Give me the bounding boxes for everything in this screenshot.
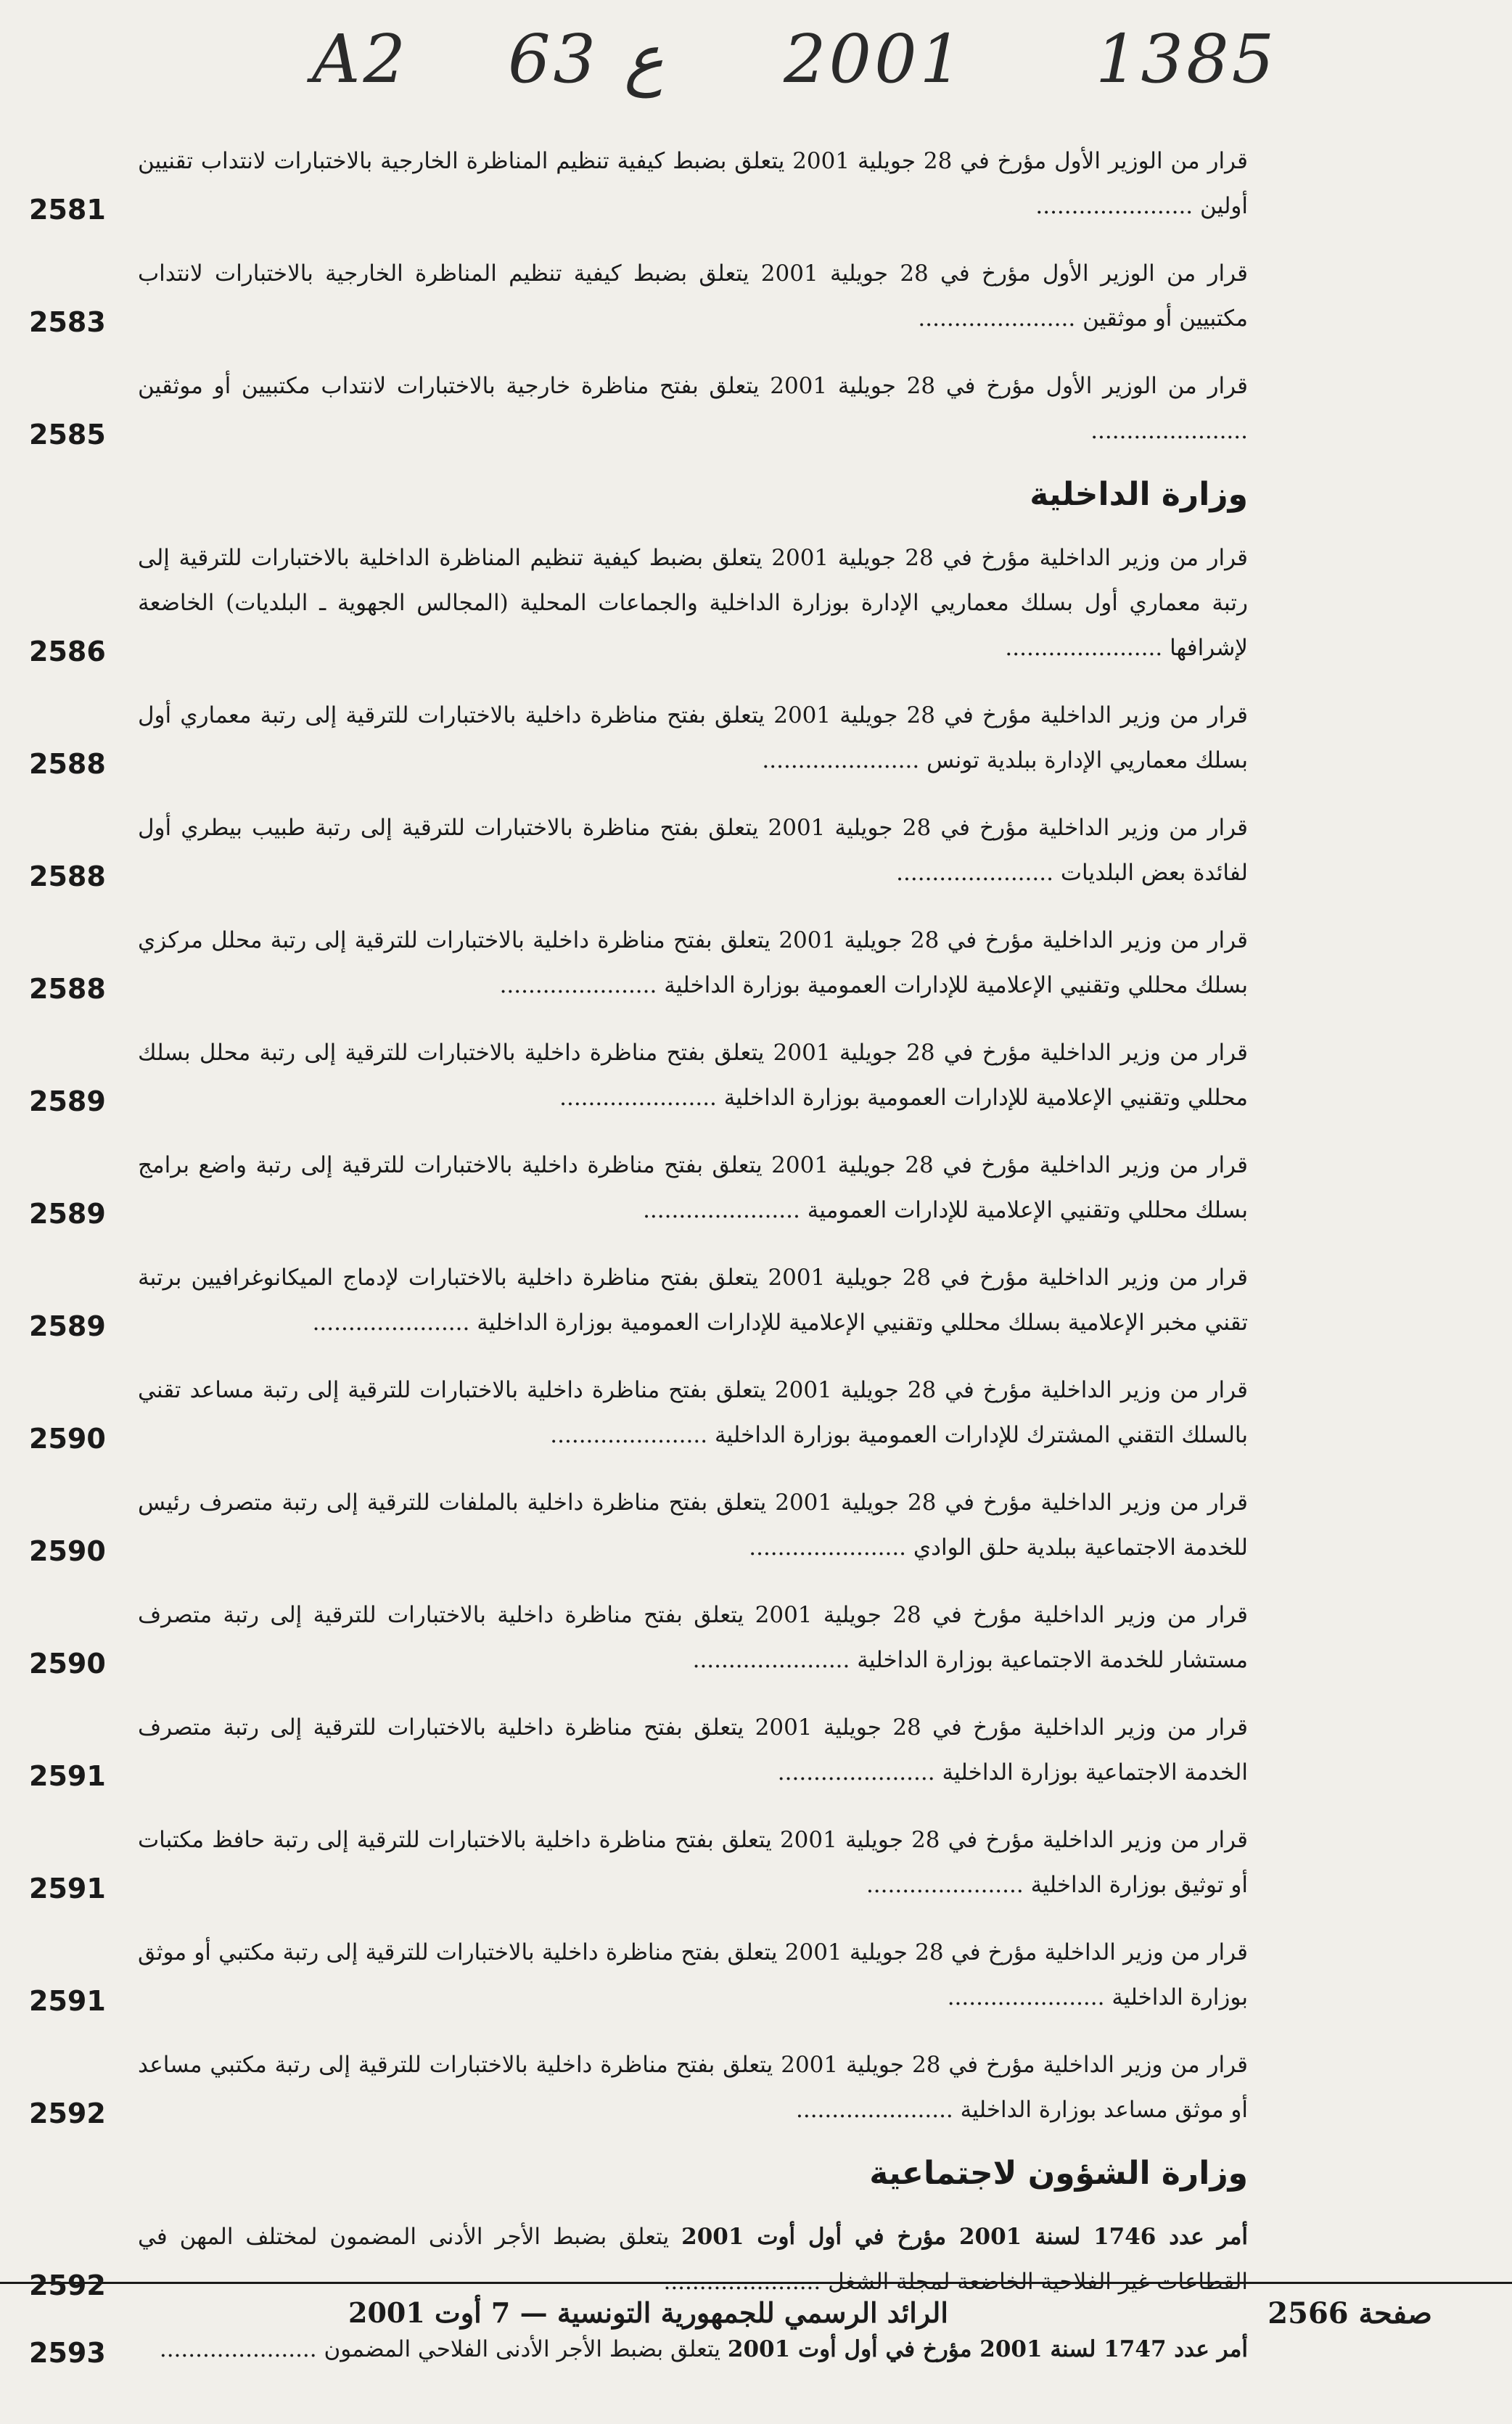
leader-dots: ...................... xyxy=(559,1085,724,1111)
toc-entry-page-number: 2588 xyxy=(29,748,106,780)
handwritten-annotation xyxy=(0,13,1512,115)
toc-entry-title: قرار من وزير الداخلية مؤرخ في 28 جويلية 2001 يتعلق بفتح مناظرة داخلية بالاختبارات للترقية إلى رتبة مكتبي مساعد أو موثق مساعد بوزارة الداخلية xyxy=(138,2052,1248,2123)
handwritten-ref-2: 63 xyxy=(508,20,599,98)
toc-entry-page-number: 2588 xyxy=(29,860,106,892)
toc-entry-lead: أمر عدد 1747 لسنة 2001 مؤرخ في أول أوت 2001 xyxy=(727,2336,1248,2362)
toc-entry-page-number: 2591 xyxy=(29,1760,106,1792)
toc-entry-text xyxy=(138,139,1248,229)
section-title: وزارة الشؤون لاجتماعية xyxy=(869,2155,1248,2192)
toc-entry-text xyxy=(138,363,1248,453)
toc-entry xyxy=(29,918,1248,1008)
toc-entry-page-number: 2593 xyxy=(29,2337,106,2369)
toc-entry xyxy=(29,1255,1248,1345)
toc-entry-title: قرار من وزير الداخلية مؤرخ في 28 جويلية 2001 يتعلق بفتح مناظرة داخلية بالاختبارات للترقية إلى رتبة محلل مركزي بسلك محللي وتقنيي الإعلامية للإدارات العمومية بوزارة الداخلية xyxy=(138,927,1249,998)
toc-entry xyxy=(29,1480,1248,1570)
toc-entry xyxy=(29,805,1248,895)
footer-journal-title: الرائد الرسمي للجمهورية التونسية — 7 أوت 2001 xyxy=(348,2296,948,2329)
leader-dots: ...................... xyxy=(947,1984,1112,2010)
toc-entry-page-number: 2585 xyxy=(29,419,106,451)
leader-dots: ...................... xyxy=(1090,418,1248,444)
table-of-contents xyxy=(29,116,1248,2394)
toc-entry-title: قرار من وزير الداخلية مؤرخ في 28 جويلية 2001 يتعلق بفتح مناظرة داخلية بالاختبارات للترقية إلى رتبة واضع برامج بسلك محللي وتقنيي الإعلامية للإدارات العمومية xyxy=(138,1152,1248,1223)
toc-entry-page-number: 2591 xyxy=(29,1873,106,1905)
toc-entry-title: قرار من الوزير الأول مؤرخ في 28 جويلية 2001 يتعلق بضبط كيفية تنظيم المناظرة الخارجية بالاختبارات لانتداب مكتبيين أو موثقين xyxy=(138,260,1248,332)
toc-entry-page-number: 2590 xyxy=(29,1535,106,1567)
toc-entry-title: قرار من وزير الداخلية مؤرخ في 28 جويلية 2001 يتعلق بفتح مناظرة داخلية بالاختبارات للترقية إلى رتبة معماري أول بسلك معماريي الإدارة ببلدية تونس xyxy=(138,702,1248,773)
toc-entry xyxy=(29,251,1248,341)
toc-entry xyxy=(29,535,1248,670)
toc-entry-text xyxy=(138,693,1248,783)
toc-section xyxy=(29,139,1248,453)
leader-dots: ...................... xyxy=(159,2336,324,2362)
toc-entry-page-number: 2583 xyxy=(29,306,106,338)
handwritten-ref-1: A2 xyxy=(312,20,408,98)
toc-entry-text xyxy=(138,918,1248,1008)
footer-divider xyxy=(0,2282,1512,2284)
leader-dots: ...................... xyxy=(1005,635,1170,661)
leader-dots: ...................... xyxy=(795,2097,961,2123)
handwritten-ref-4: 2001 xyxy=(784,20,966,98)
toc-entry-title: قرار من الوزير الأول مؤرخ في 28 جويلية 2001 يتعلق بفتح مناظرة خارجية بالاختبارات لانتداب مكتبيين أو موثقين xyxy=(138,373,1249,399)
leader-dots: ...................... xyxy=(663,2269,829,2295)
toc-entry-page-number: 2588 xyxy=(29,973,106,1005)
toc-entry-title: قرار من وزير الداخلية مؤرخ في 28 جويلية 2001 يتعلق بضبط كيفية تنظيم المناظرة الداخلية بالاختبارات للترقية إلى رتبة معماري أول بسلك معماريي الإدارة بوزارة الداخلية والجماعات المحلية (المجالس الجهوية ـ البلديات) الخاضعة لإشرافها xyxy=(138,545,1248,661)
toc-entry-text xyxy=(138,1143,1248,1233)
leader-dots: ...................... xyxy=(499,972,665,998)
toc-entry-title: قرار من وزير الداخلية مؤرخ في 28 جويلية 2001 يتعلق بفتح مناظرة داخلية بالملفات للترقية إلى رتبة متصرف رئيس للخدمة الاجتماعية ببلدية حلق الوادي xyxy=(138,1490,1248,1561)
leader-dots: ...................... xyxy=(866,1872,1031,1898)
toc-entry-title: قرار من وزير الداخلية مؤرخ في 28 جويلية 2001 يتعلق بفتح مناظرة داخلية بالاختبارات للترقية إلى رتبة متصرف مستشار للخدمة الاجتماعية بوزارة الداخلية xyxy=(138,1602,1248,1673)
toc-entry xyxy=(29,693,1248,783)
toc-entry-title: قرار من وزير الداخلية مؤرخ في 28 جويلية 2001 يتعلق بفتح مناظرة داخلية بالاختبارات للترقية إلى رتبة محلل بسلك محللي وتقنيي الإعلامية للإدارات العمومية بوزارة الداخلية xyxy=(138,1040,1248,1111)
toc-entry-title: يتعلق بضبط الأجر الأدنى الفلاحي المضمون xyxy=(324,2336,721,2362)
toc-entry-text xyxy=(138,1593,1248,1683)
toc-entry-text xyxy=(138,1255,1248,1345)
toc-entry xyxy=(29,1368,1248,1458)
leader-dots: ...................... xyxy=(692,1647,858,1673)
handwritten-ref-3: ع xyxy=(624,20,664,98)
leader-dots: ...................... xyxy=(550,1422,715,1448)
toc-entry-title: قرار من وزير الداخلية مؤرخ في 28 جويلية 2001 يتعلق بفتح مناظرة بالاختبارات للترقية إلى رتبة طبيب بيطري أول لفائدة بعض البلديات xyxy=(138,815,1248,886)
toc-entry xyxy=(29,363,1248,453)
toc-entry-text xyxy=(138,1368,1248,1458)
toc-entry-text xyxy=(138,2214,1248,2304)
toc-entry-text xyxy=(138,1930,1248,2020)
toc-entry-page-number: 2589 xyxy=(29,1310,106,1342)
page-footer xyxy=(0,2296,1512,2347)
footer-page-number: صفحة 2566 xyxy=(1267,2296,1432,2330)
leader-dots: ...................... xyxy=(762,747,927,773)
toc-entry xyxy=(29,1705,1248,1795)
toc-entry-text xyxy=(138,251,1248,341)
toc-entry-text xyxy=(138,1817,1248,1907)
toc-entry-title: قرار من وزير الداخلية مؤرخ في 28 جويلية 2001 يتعلق بفتح مناظرة داخلية بالاختبارات لإدماج الميكانوغرافيين برتبة تقني مخبر الإعلامية بسلك محللي وتقنيي الإعلامية للإدارات العمومية بوزارة الداخلية xyxy=(138,1265,1248,1336)
leader-dots: ...................... xyxy=(918,305,1083,332)
toc-entry-page-number: 2592 xyxy=(29,2098,106,2129)
toc-entry xyxy=(29,1930,1248,2020)
toc-entry-text xyxy=(138,1030,1248,1120)
handwritten-ref-5: 1385 xyxy=(1096,20,1278,98)
toc-section xyxy=(29,476,1248,2132)
leader-dots: ...................... xyxy=(1035,193,1201,219)
toc-entry-title: قرار من الوزير الأول مؤرخ في 28 جويلية 2001 يتعلق بضبط كيفية تنظيم المناظرة الخارجية بالاختبارات لانتداب تقنيين أولين xyxy=(138,148,1248,219)
toc-entry-page-number: 2590 xyxy=(29,1423,106,1455)
leader-dots: ...................... xyxy=(749,1534,913,1561)
toc-entry-title: قرار من وزير الداخلية مؤرخ في 28 جويلية 2001 يتعلق بفتح مناظرة داخلية بالاختبارات للترقية إلى رتبة مساعد تقني بالسلك التقني المشترك للإدارات العمومية بوزارة الداخلية xyxy=(138,1377,1248,1448)
toc-entry-page-number: 2590 xyxy=(29,1648,106,1680)
toc-entry-title: قرار من وزير الداخلية مؤرخ في 28 جويلية 2001 يتعلق بفتح مناظرة داخلية بالاختبارات للترقية إلى رتبة متصرف الخدمة الاجتماعية بوزارة الداخلية xyxy=(138,1714,1248,1786)
toc-entry xyxy=(29,1030,1248,1120)
toc-entry-page-number: 2592 xyxy=(29,2269,106,2301)
toc-entry-title: يتعلق بضبط الأجر الأدنى المضمون لمختلف المهن في القطاعات غير الفلاحية الخاضعة لمجلة الشغل xyxy=(138,2224,1248,2295)
leader-dots: ...................... xyxy=(777,1759,942,1786)
section-title: وزارة الداخلية xyxy=(1030,476,1248,513)
toc-entry-page-number: 2581 xyxy=(29,194,106,226)
leader-dots: ...................... xyxy=(643,1197,808,1223)
toc-entry xyxy=(29,1817,1248,1907)
toc-entry xyxy=(29,2214,1248,2304)
toc-entry-text xyxy=(138,535,1248,670)
toc-entry-text xyxy=(138,2042,1248,2132)
toc-entry-text xyxy=(138,805,1248,895)
toc-entry xyxy=(29,1143,1248,1233)
toc-entry-page-number: 2591 xyxy=(29,1985,106,2017)
toc-entry-title: قرار من وزير الداخلية مؤرخ في 28 جويلية 2001 يتعلق بفتح مناظرة داخلية بالاختبارات للترقية إلى رتبة حافظ مكتبات أو توثيق بوزارة الداخلية xyxy=(138,1827,1248,1898)
toc-entry xyxy=(29,139,1248,229)
leader-dots: ...................... xyxy=(312,1310,477,1336)
toc-entry-page-number: 2589 xyxy=(29,1198,106,1230)
toc-entry xyxy=(29,2042,1248,2132)
toc-entry xyxy=(29,1593,1248,1683)
toc-entry-lead: أمر عدد 1746 لسنة 2001 مؤرخ في أول أوت 2001 xyxy=(681,2224,1249,2250)
toc-entry-title: قرار من وزير الداخلية مؤرخ في 28 جويلية 2001 يتعلق بفتح مناظرة داخلية بالاختبارات للترقية إلى رتبة مكتبي أو موثق بوزارة الداخلية xyxy=(138,1939,1248,2010)
toc-entry-text xyxy=(138,1480,1248,1570)
toc-entry-page-number: 2586 xyxy=(29,636,106,667)
toc-entry-text xyxy=(138,1705,1248,1795)
toc-entry-page-number: 2589 xyxy=(29,1085,106,1117)
leader-dots: ...................... xyxy=(896,860,1061,886)
